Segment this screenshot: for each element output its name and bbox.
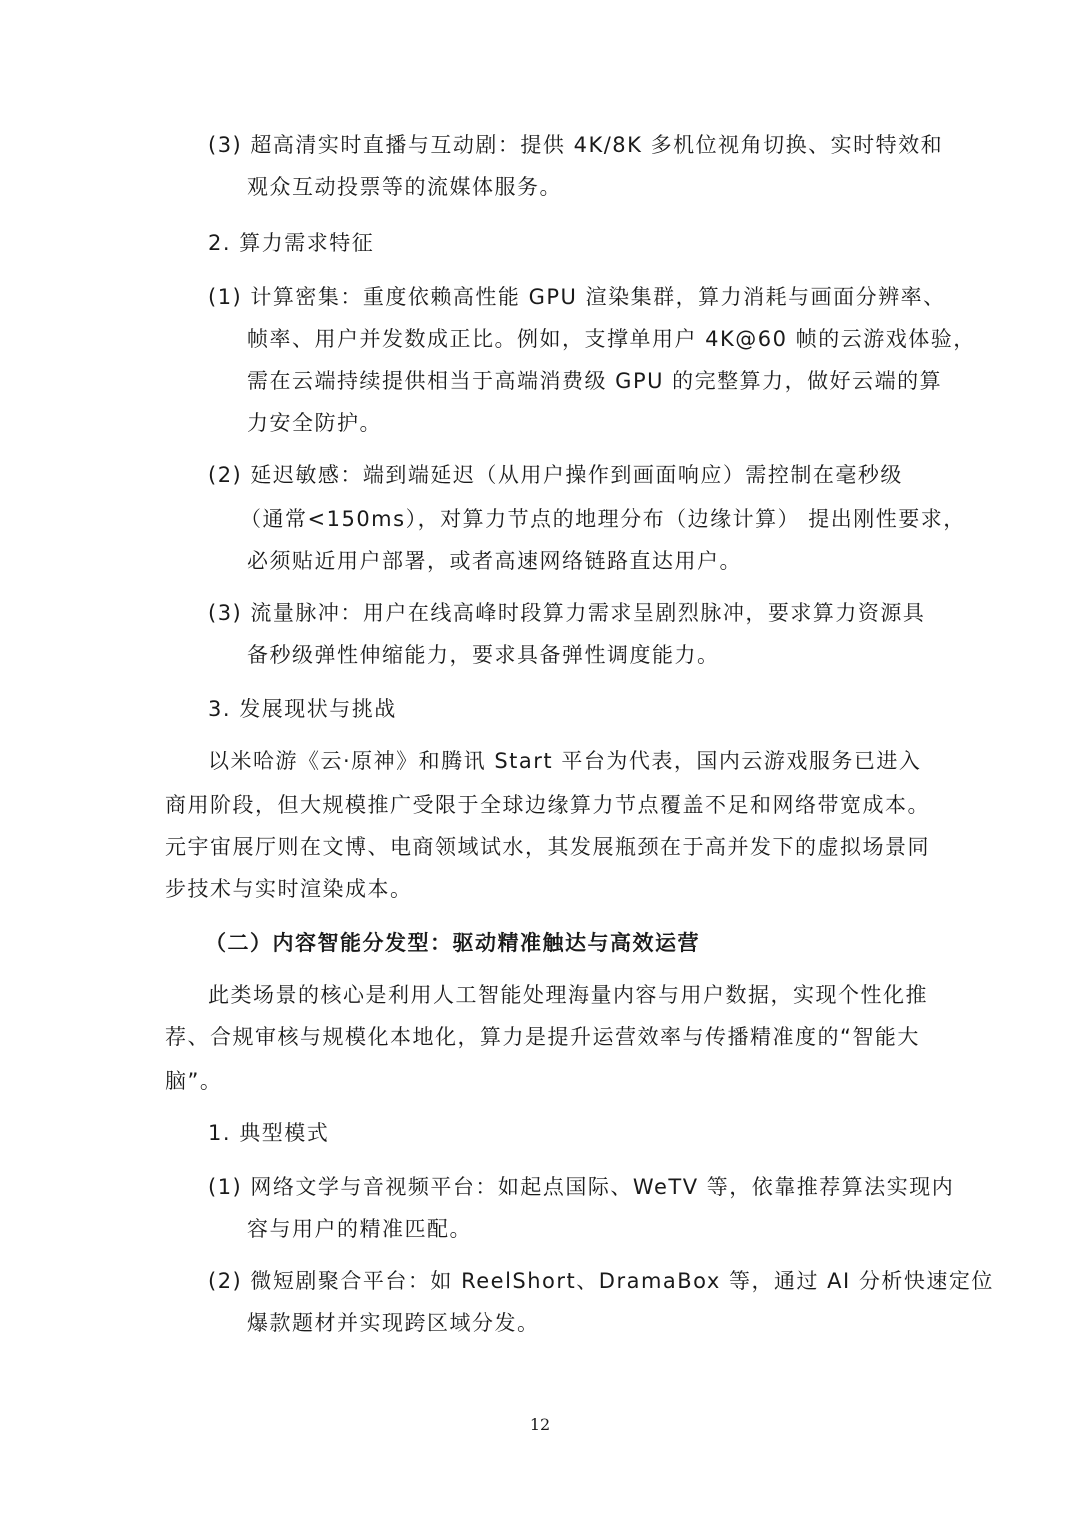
heading-compute-demand: 2. 算力需求特征: [208, 231, 375, 255]
paragraph-2-line-3: 脑”。: [165, 1069, 223, 1093]
list-item-3-line-2: 观众互动投票等的流媒体服务。: [247, 175, 562, 199]
list-item-3-line-1: (3) 超高清实时直播与互动剧：提供 4K/8K 多机位视角切换、实时特效和: [208, 133, 944, 157]
list-item-5-line-2: 爆款题材并实现跨区域分发。: [247, 1311, 540, 1335]
list-item-1-line-4: 力安全防护。: [247, 411, 382, 435]
section-title: （二）内容智能分发型：驱动精准触达与高效运营: [205, 931, 700, 955]
list-item-2-line-2: （通常<150ms），对算力节点的地理分布（边缘计算） 提出刚性要求，: [240, 507, 966, 531]
list-item-4-line-2: 容与用户的精准匹配。: [247, 1217, 472, 1241]
page-number: 12: [529, 1415, 551, 1434]
list-item-1-line-1: (1) 计算密集：重度依赖高性能 GPU 渲染集群，算力消耗与画面分辨率、: [208, 285, 946, 309]
list-item-2-line-3: 必须贴近用户部署，或者高速网络链路直达用户。: [247, 549, 742, 573]
paragraph-1-line-2: 商用阶段，但大规模推广受限于全球边缘算力节点覆盖不足和网络带宽成本。: [165, 793, 930, 817]
paragraph-2-line-2: 荐、合规审核与规模化本地化，算力是提升运营效率与传播精准度的“智能大: [165, 1025, 920, 1049]
list-item-4-line-1: (1) 网络文学与音视频平台：如起点国际、WeTV 等，依靠推荐算法实现内: [208, 1175, 955, 1199]
paragraph-2-line-1: 此类场景的核心是利用人工智能处理海量内容与用户数据，实现个性化推: [208, 983, 928, 1007]
list-item-2-line-1: (2) 延迟敏感：端到端延迟（从用户操作到画面响应）需控制在毫秒级: [208, 463, 903, 487]
paragraph-1-line-4: 步技术与实时渲染成本。: [165, 877, 413, 901]
list-item-1-line-3: 需在云端持续提供相当于高端消费级 GPU 的完整算力，做好云端的算: [247, 369, 943, 393]
list-item-3b-line-2: 备秒级弹性伸缩能力，要求具备弹性调度能力。: [247, 643, 720, 667]
heading-status-challenges: 3. 发展现状与挑战: [208, 697, 397, 721]
list-item-1-line-2: 帧率、用户并发数成正比。例如，支撑单用户 4K@60 帧的云游戏体验，: [247, 327, 976, 351]
paragraph-1-line-3: 元宇宙展厅则在文博、电商领域试水，其发展瓶颈在于高并发下的虚拟场景同: [165, 835, 930, 859]
paragraph-1-line-1: 以米哈游《云·原神》和腾讯 Start 平台为代表，国内云游戏服务已进入: [208, 749, 922, 773]
heading-typical-modes: 1. 典型模式: [208, 1121, 330, 1145]
list-item-5-line-1: (2) 微短剧聚合平台：如 ReelShort、DramaBox 等，通过 AI 分析快速定位: [208, 1269, 994, 1293]
list-item-3b-line-1: (3) 流量脉冲：用户在线高峰时段算力需求呈剧烈脉冲，要求算力资源具: [208, 601, 926, 625]
